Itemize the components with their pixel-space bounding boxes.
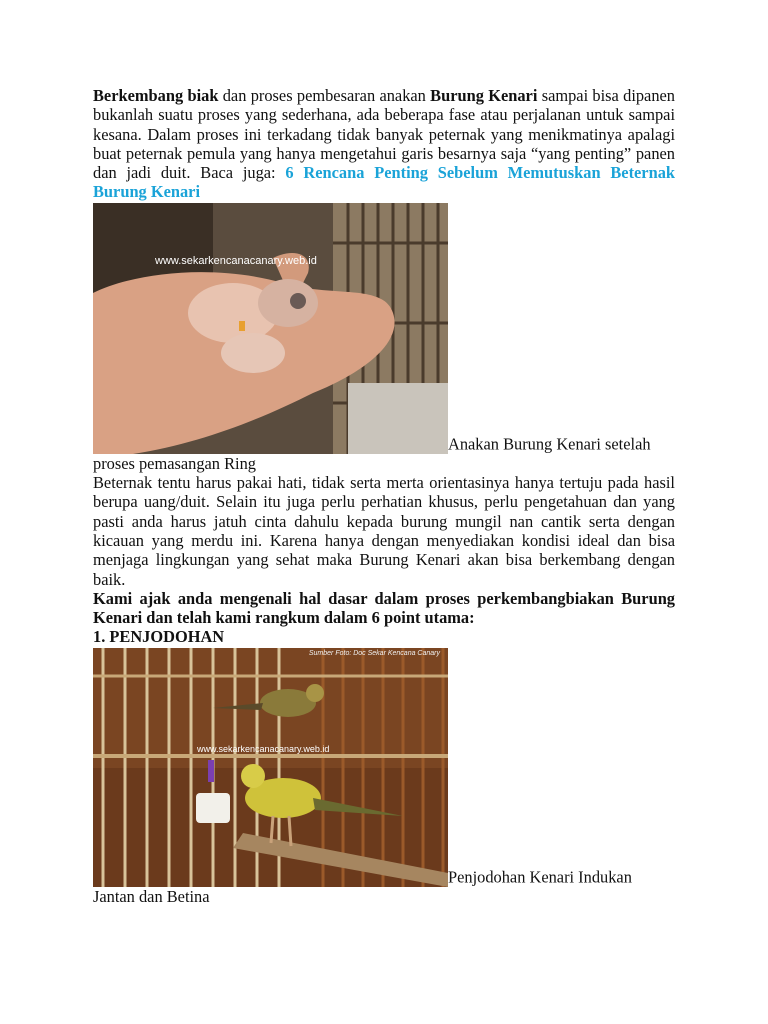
caption-chicks: Anakan Burung Kenari setelah proses pemasangan Ring bbox=[93, 434, 651, 473]
photo-source-credit: Sumber Foto: Doc Sekar Kencana Canary bbox=[308, 649, 440, 657]
photo-canary-pair bbox=[93, 648, 448, 887]
intro-text-1: dan proses pembesaran anakan bbox=[218, 86, 431, 105]
figure-chicks bbox=[93, 203, 675, 473]
watermark-pairing: www.sekarkencanacanary.web.id bbox=[197, 743, 330, 754]
article-body bbox=[93, 86, 675, 906]
paragraph-breeding-heart: Beternak tentu harus pakai hati, tidak serta merta orientasinya hanya tertuju pada hasil berupa uang/duit. Selain itu juga perlu perhatian khusus, perlu pengetahuan dan yang pasti anda harus jatuh cinta dahulu kepada burung mungil nan cantik serta dengan kicauan yang merdu ini. Karena hanya dengan menyediakan kondisi ideal dan bisa menjaga lingkungan yang sehat maka Burung Kenari akan bisa berkembang dengan baik. bbox=[93, 473, 675, 589]
figure-pairing bbox=[93, 648, 675, 906]
caption-pairing: Penjodohan Kenari Indukan Jantan dan Betina bbox=[93, 867, 632, 906]
photo-canary-chicks bbox=[93, 203, 448, 454]
paragraph-six-points: Kami ajak anda mengenali hal dasar dalam proses perkembangbiakan Burung Kenari dan telah kami rangkum dalam 6 point utama: bbox=[93, 588, 675, 628]
watermark-chicks: www.sekarkencanacanary.web.id bbox=[155, 254, 317, 267]
intro-bold-canary: Burung Kenari bbox=[430, 86, 538, 105]
heading-penjodohan: 1. PENJODOHAN bbox=[93, 627, 225, 647]
intro-paragraph bbox=[93, 86, 675, 202]
intro-bold-breeding: Berkembang biak bbox=[93, 86, 219, 105]
related-article-link[interactable]: 6 Rencana Penting Sebelum Memutuskan Beternak Burung Kenari bbox=[93, 163, 676, 202]
intro-text-2: sampai bisa dipanen bukanlah suatu proses yang sederhana, ada beberapa fase atau perjalanan untuk sampai kesana. Dalam proses ini terkadang tidak banyak peternak yang menikmatinya apalagi buat peternak pemula yang hanya mengetahui garis besarnya saja “yang penting” panen dan jadi duit. Baca juga: bbox=[93, 86, 676, 183]
